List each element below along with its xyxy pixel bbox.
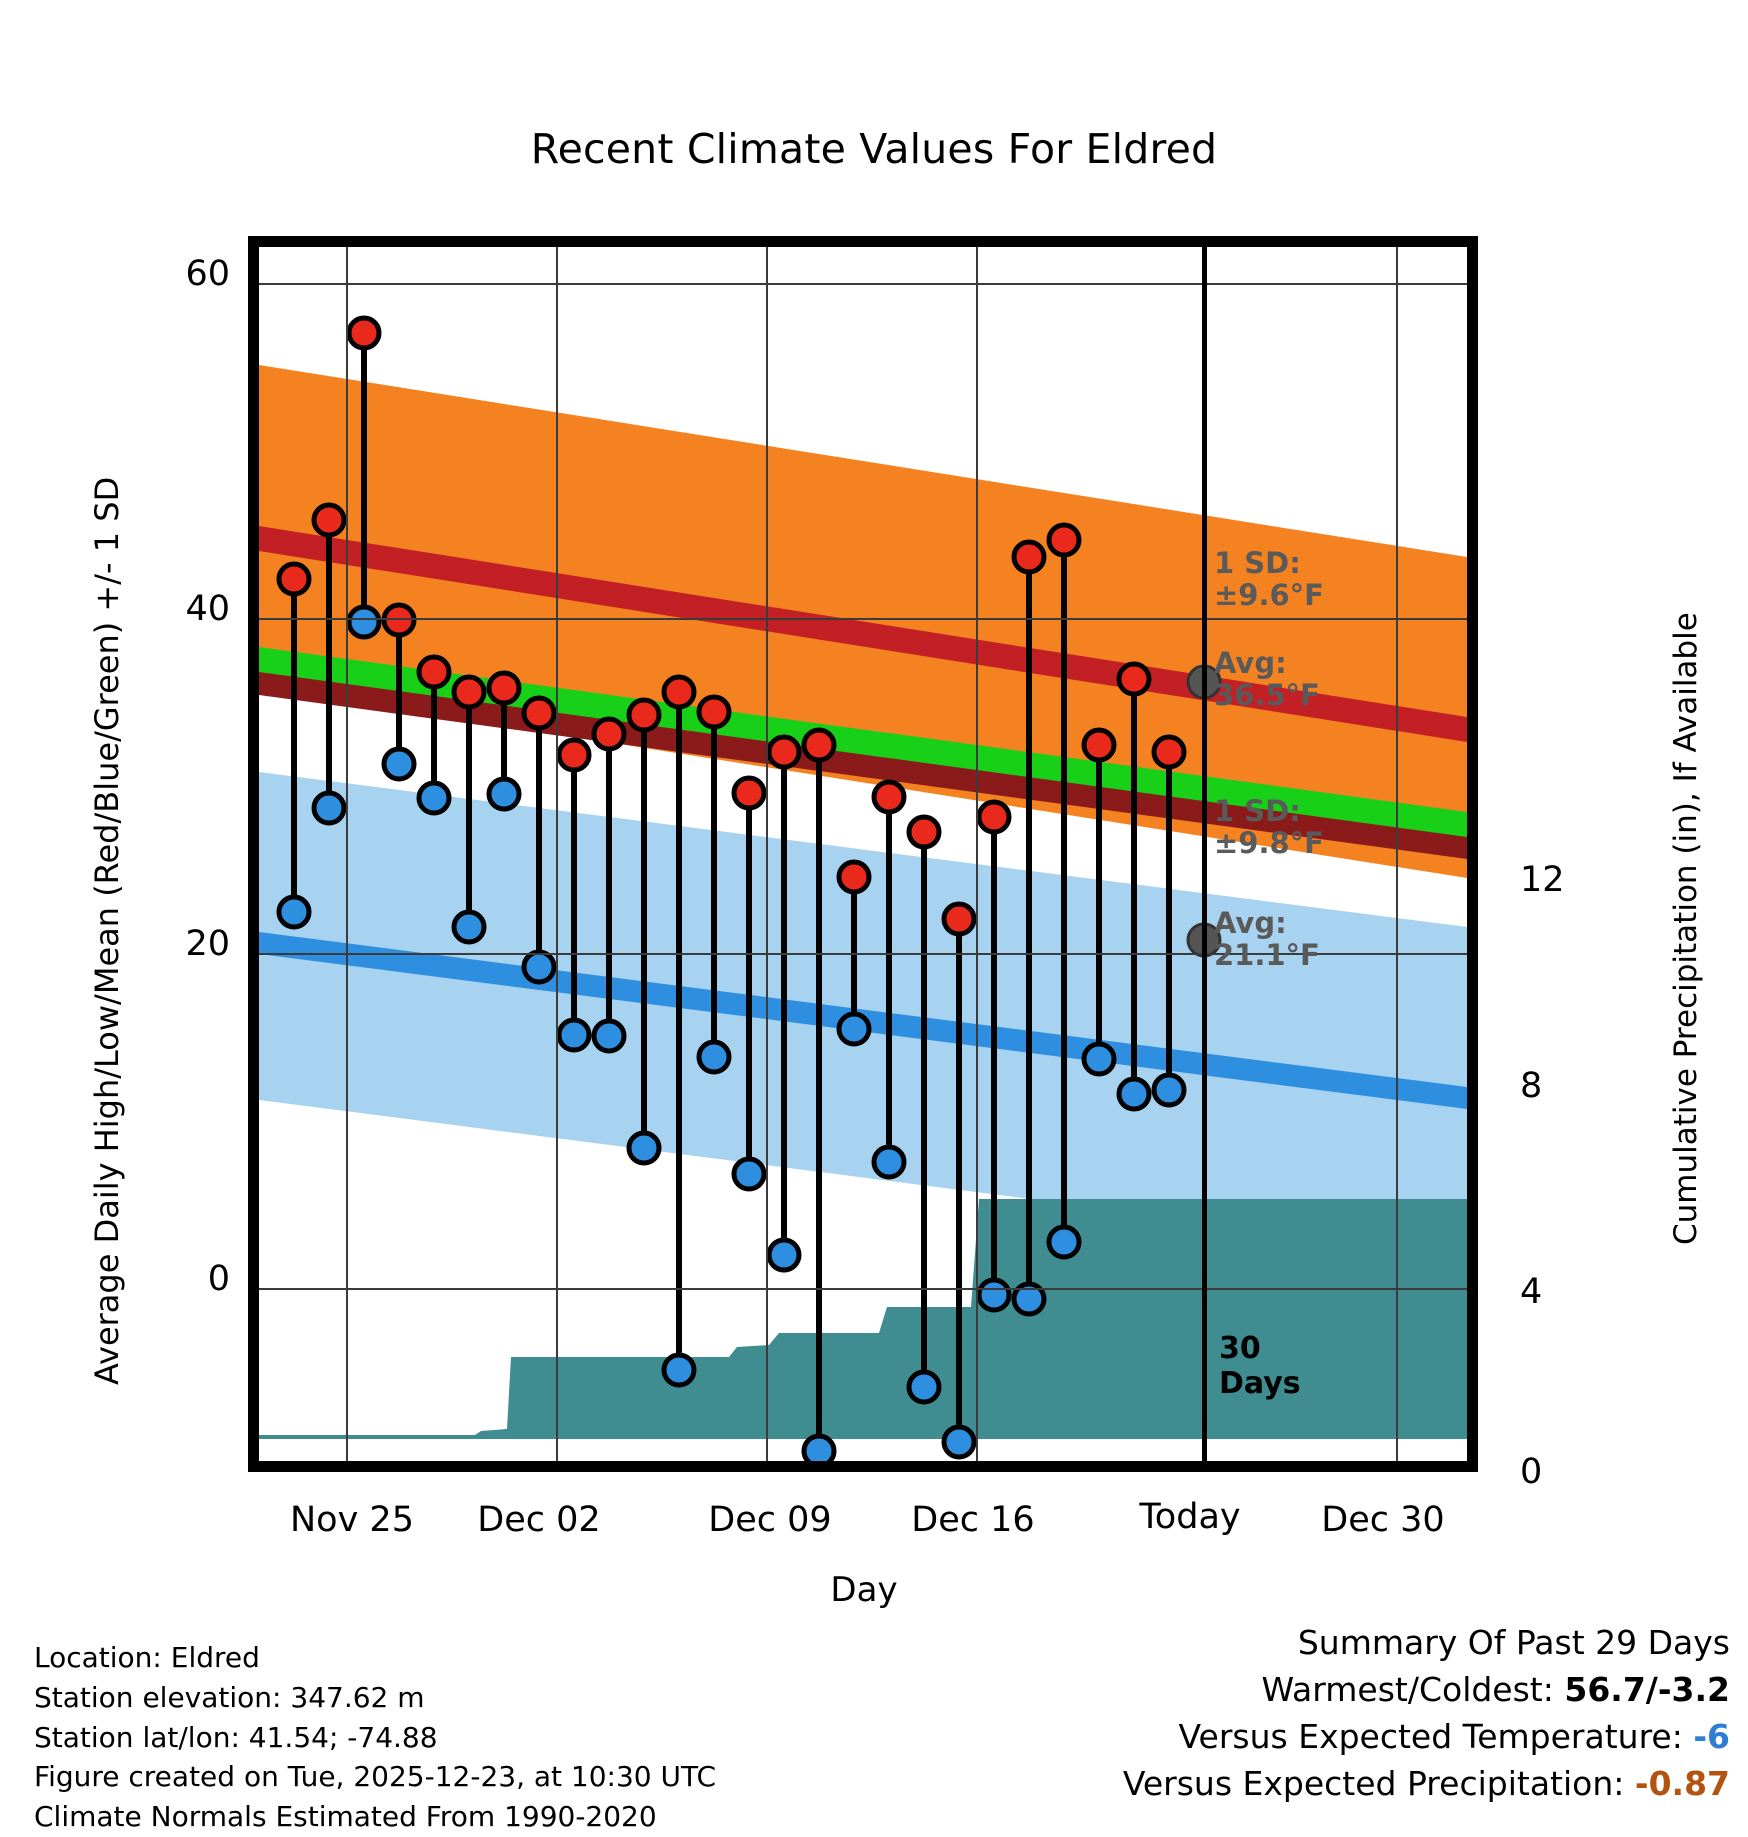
annotation-low-sd-value: ±9.8°F — [1214, 826, 1324, 861]
summary-title: Summary Of Past 29 Days — [1297, 1623, 1730, 1662]
metadata-created: Figure created on Tue, 2025-12-23, at 10:30 UTC — [34, 1760, 717, 1794]
annotation-high-sd-value: ±9.6°F — [1214, 578, 1324, 613]
x-tick-today: Today — [1139, 1497, 1241, 1537]
y-tick-right-4: 4 — [1520, 1272, 1543, 1312]
x-tick-dec-09: Dec 09 — [708, 1500, 832, 1540]
plot-frame — [248, 236, 1478, 1472]
x-tick-dec-30: Dec 30 — [1321, 1500, 1445, 1540]
metadata-elevation: Station elevation: 347.62 m — [34, 1680, 425, 1714]
summary-vs-precipitation-label: Versus Expected Precipitation: — [1122, 1763, 1625, 1803]
y-tick-left-60: 60 — [185, 254, 230, 294]
metadata-location: Location: Eldred — [34, 1641, 260, 1674]
annotation-high-sd-label: 1 SD: — [1214, 546, 1301, 580]
summary-warmest-coldest — [1123, 1667, 1730, 1714]
annotation-high-avg-value: 36.5°F — [1214, 678, 1320, 713]
annotation-precip-window-line1: 30 — [1219, 1331, 1261, 1366]
annotation-low-avg-value: 21.1°F — [1214, 938, 1320, 973]
annotation-precip-window-line2: Days — [1219, 1365, 1301, 1401]
x-tick-nov-25: Nov 25 — [290, 1500, 414, 1540]
climate-chart — [248, 236, 1478, 1472]
y-axis-label-left: Average Daily High/Low/Mean (Red/Blue/Green) +/- 1 SD — [88, 476, 126, 1385]
y-tick-right-12: 12 — [1520, 860, 1565, 900]
page-title: Recent Climate Values For Eldred — [530, 125, 1218, 173]
summary-vs-temperature — [1123, 1714, 1730, 1761]
summary-warmest-coldest-label: Warmest/Coldest: — [1261, 1669, 1554, 1709]
summary-vs-temperature-value: -6 — [1693, 1716, 1730, 1756]
y-tick-left-20: 20 — [185, 924, 230, 964]
metadata-block — [34, 1638, 716, 1837]
x-axis-label: Day — [830, 1570, 898, 1610]
summary-vs-precipitation — [1123, 1761, 1730, 1808]
summary-warmest-coldest-value: 56.7/-3.2 — [1564, 1669, 1730, 1709]
x-tick-dec-02: Dec 02 — [477, 1500, 601, 1540]
annotation-low-sd-label: 1 SD: — [1214, 794, 1301, 828]
x-tick-dec-16: Dec 16 — [911, 1500, 1035, 1540]
summary-vs-temperature-label: Versus Expected Temperature: — [1178, 1716, 1683, 1756]
y-tick-left-0: 0 — [207, 1259, 230, 1299]
metadata-latlon: Station lat/lon: 41.54; -74.88 — [34, 1720, 438, 1754]
y-tick-right-0: 0 — [1520, 1452, 1543, 1492]
annotation-high-avg-label: Avg: — [1214, 646, 1287, 680]
y-axis-label-right: Cumulative Precipitation (in), If Available — [1668, 612, 1704, 1245]
y-tick-right-8: 8 — [1520, 1066, 1543, 1106]
y-tick-left-40: 40 — [185, 589, 230, 629]
summary-vs-precipitation-value: -0.87 — [1634, 1763, 1730, 1803]
annotation-low-avg-label: Avg: — [1214, 906, 1287, 940]
metadata-normals: Climate Normals Estimated From 1990-2020 — [34, 1800, 657, 1833]
summary-block — [1123, 1620, 1730, 1807]
